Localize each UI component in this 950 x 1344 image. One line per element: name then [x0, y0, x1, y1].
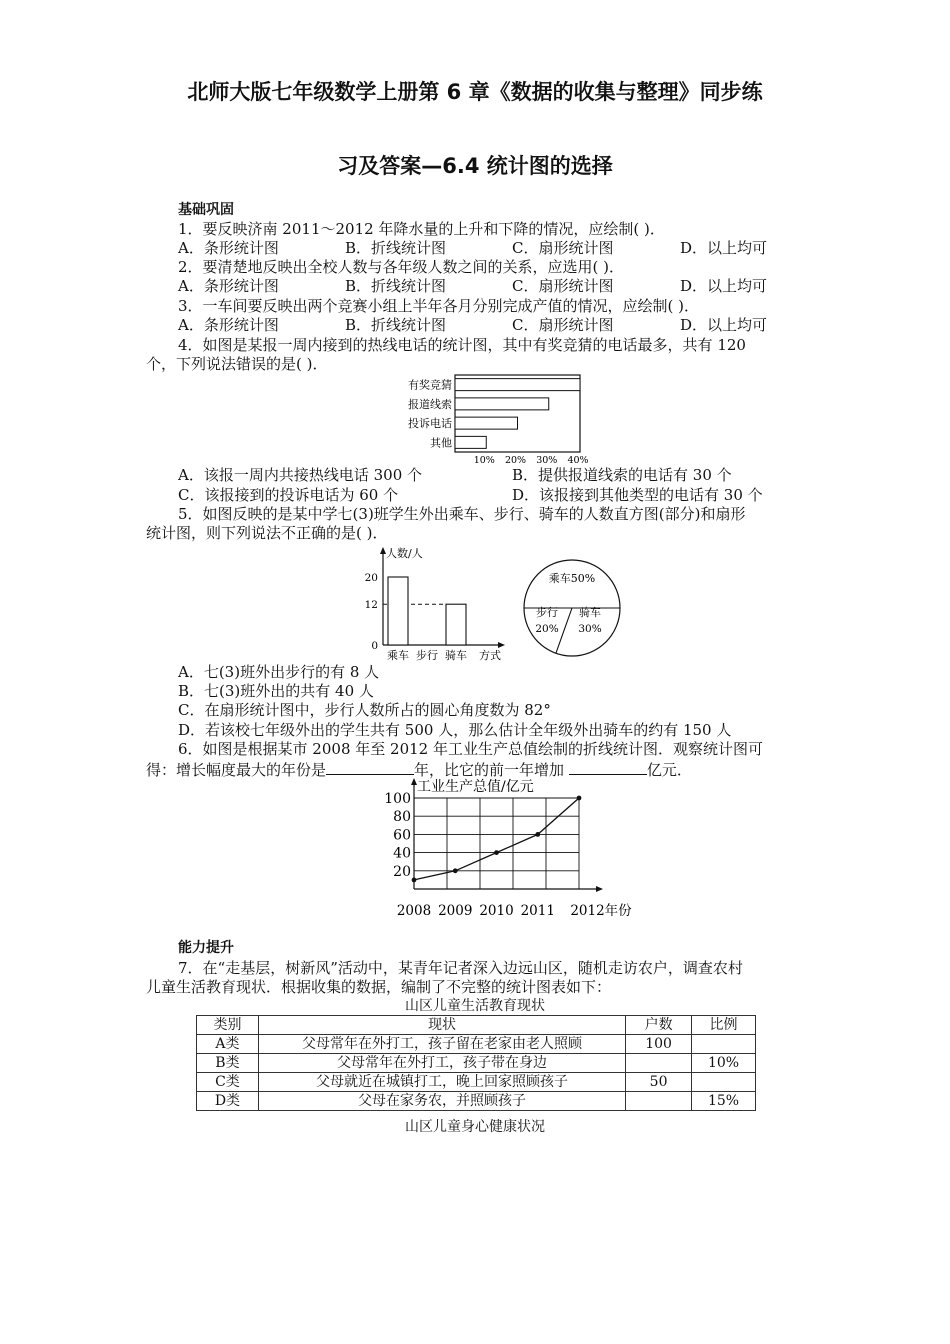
q3-stem: 3．一车间要反映出两个竞赛小组上半年各月分别完成产值的情况，应绘制( )．	[178, 297, 700, 315]
q7-header-category: 类别	[197, 1016, 259, 1035]
q7-header-households: 户数	[626, 1016, 692, 1035]
tick-label: 20%	[504, 455, 527, 466]
data-point	[453, 868, 458, 873]
q3-option-d: D．以上均可	[680, 316, 768, 334]
q7-header-ratio: 比例	[692, 1016, 756, 1035]
bar	[388, 577, 408, 645]
tick-label: 10%	[473, 455, 495, 466]
y-tick-label: 20	[393, 863, 411, 880]
q2-option-b: B．折线统计图	[345, 277, 447, 295]
pie-label-bike-pct: 30%	[578, 623, 602, 635]
x-tick-label: 2008	[396, 903, 432, 919]
q3-option-c: C．扇形统计图	[512, 316, 614, 334]
q5-stem-line1: 5．如图反映的是某中学七(3)班学生外出乘车、步行、骑车的人数直方图(部分)和扇形	[178, 505, 746, 523]
bar	[446, 604, 466, 645]
table-cell: 50	[626, 1073, 692, 1092]
q4-option-a: A．该报一周内共接热线电话 300 个	[178, 466, 423, 484]
data-point	[412, 878, 417, 883]
table-cell: 父母在家务农，并照顾孩子	[258, 1092, 625, 1111]
table-row	[197, 1035, 756, 1054]
tick-label: 30%	[536, 455, 558, 466]
q5-option-c: C．在扇形统计图中，步行人数所占的圆心角度数为 82°	[178, 701, 551, 719]
bar-category-label: 其他	[430, 436, 452, 450]
q2-option-d: D．以上均可	[680, 277, 768, 295]
pie-label-bike: 骑车	[579, 606, 601, 619]
q5-option-d: D．若该校七年级外出的学生共有 500 人，那么估计全年级外出骑车的约有 150 人	[178, 721, 732, 739]
q5-vbar-chart	[355, 545, 515, 663]
y-tick-label: 12	[364, 599, 378, 612]
q6-stem-part-b: 年，比它的前一年增加	[414, 761, 565, 779]
y-tick-label: 40	[393, 845, 411, 862]
q5-xlabel: 方式	[479, 649, 501, 662]
x-category-label: 骑车	[445, 649, 467, 662]
q4-option-d: D．该报接到其他类型的电话有 30 个	[512, 486, 763, 504]
q5-option-a: A．七(3)班外出步行的有 8 人	[178, 663, 380, 681]
table-cell: 100	[626, 1035, 692, 1054]
table-cell: C类	[197, 1073, 259, 1092]
q5-stem-line2: 统计图，则下列说法不正确的是( )．	[146, 524, 388, 542]
y-tick-label: 80	[393, 809, 411, 826]
bar-category-label: 报道线索	[408, 397, 452, 411]
table-cell: 父母常年在外打工，孩子留在老家由老人照顾	[258, 1035, 625, 1054]
table-cell: 父母常年在外打工，孩子带在身边	[258, 1054, 625, 1073]
table-cell: B类	[197, 1054, 259, 1073]
q2-option-a: A．条形统计图	[178, 277, 279, 295]
q4-option-c: C．该报接到的投诉电话为 60 个	[178, 486, 399, 504]
q7-table-title: 山区儿童生活教育现状	[405, 998, 545, 1014]
q6-stem-line1: 6．如图是根据某市 2008 年至 2012 年工业生产总值绘制的折线统计图．观察统计图可	[178, 740, 763, 758]
x-category-label: 乘车	[387, 649, 409, 662]
x-tick-label: 2011	[520, 903, 555, 919]
table-cell	[626, 1092, 692, 1111]
q2-stem: 2．要清楚地反映出全校人数与各年级人数之间的关系，应选用( )．	[178, 258, 625, 276]
bar	[455, 398, 549, 410]
table-cell: 10%	[692, 1054, 756, 1073]
table-cell	[692, 1035, 756, 1054]
section-heading-advanced: 能力提升	[178, 940, 234, 956]
q4-hbar-chart	[395, 372, 595, 466]
table-row	[197, 1073, 756, 1092]
q1-option-c: C．扇形统计图	[512, 239, 614, 257]
pie-label-bus: 乘车50%	[548, 572, 596, 585]
q3-option-a: A．条形统计图	[178, 316, 279, 334]
page-title-line1: 北师大版七年级数学上册第 6 章《数据的收集与整理》同步练	[187, 80, 763, 104]
x-tick-label: 2010	[479, 903, 514, 919]
x-tick-label: 2009	[438, 903, 473, 919]
q7-table-header-row	[197, 1016, 756, 1035]
q1-option-a: A．条形统计图	[178, 239, 279, 257]
q6-blank-amount[interactable]	[569, 760, 647, 775]
table-cell: 父母就近在城镇打工，晚上回家照顾孩子	[258, 1073, 625, 1092]
q1-stem: 1．要反映济南 2011～2012 年降水量的上升和下降的情况，应绘制( )．	[178, 220, 665, 238]
q7-after-table-title: 山区儿童身心健康状况	[405, 1119, 545, 1135]
q7-table	[196, 1015, 756, 1111]
y-tick-label: 0	[371, 640, 378, 652]
tick-label: 40%	[567, 455, 589, 466]
table-cell: A类	[197, 1035, 259, 1054]
q7-header-status: 现状	[258, 1016, 625, 1035]
section-heading-basic: 基础巩固	[178, 202, 234, 218]
q6-line-chart	[380, 775, 632, 923]
bar	[455, 436, 486, 448]
q6-stem-part-c: 亿元．	[646, 761, 692, 779]
bar	[455, 417, 518, 429]
bar	[455, 379, 580, 391]
q5-ylabel: 人数/人	[386, 547, 423, 560]
page-title-line2: 习及答案—6.4 统计图的选择	[337, 154, 613, 178]
q7-stem-line1: 7．在“走基层，树新风”活动中，某青年记者深入边远山区，随机走访农户，调查农村	[178, 959, 743, 977]
table-cell: D类	[197, 1092, 259, 1111]
q6-blank-year[interactable]	[326, 760, 414, 775]
q5-option-b: B．七(3)班外出的共有 40 人	[178, 682, 374, 700]
table-row	[197, 1092, 756, 1111]
y-tick-label: 60	[393, 827, 411, 844]
q4-stem-line1: 4．如图是某报一周内接到的热线电话的统计图，其中有奖竞猜的电话最多，共有 120	[178, 336, 746, 354]
q7-stem-line2: 儿童生活教育现状．根据收集的数据，编制了不完整的统计图表如下：	[146, 978, 612, 996]
y-tick-label: 20	[364, 572, 378, 584]
q1-option-b: B．折线统计图	[345, 239, 447, 257]
q5-pie-chart	[520, 556, 624, 660]
q6-chart-title: 工业生产总值/亿元	[417, 779, 534, 795]
y-tick-label: 100	[384, 791, 411, 807]
q3-option-b: B．折线统计图	[345, 316, 447, 334]
bar-category-label: 投诉电话	[408, 417, 452, 431]
pie-label-walk: 步行	[536, 606, 558, 619]
x-category-label: 步行	[416, 649, 438, 662]
q2-option-c: C．扇形统计图	[512, 277, 614, 295]
table-cell: 15%	[692, 1092, 756, 1111]
q4-option-b: B．提供报道线索的电话有 30 个	[512, 466, 732, 484]
data-point	[577, 796, 582, 801]
data-point	[494, 850, 499, 855]
bar-category-label: 有奖竞猜	[408, 378, 452, 392]
q4-stem-line2: 个，下列说法错误的是( )．	[146, 355, 328, 373]
table-cell	[626, 1054, 692, 1073]
table-row	[197, 1054, 756, 1073]
q6-stem-part-a: 得：增长幅度最大的年份是	[146, 761, 327, 779]
pie-label-walk-pct: 20%	[535, 623, 559, 635]
data-point	[535, 832, 540, 837]
q1-option-d: D．以上均可	[680, 239, 768, 257]
x-tick-label: 2012年份	[570, 903, 632, 919]
table-cell	[692, 1073, 756, 1092]
